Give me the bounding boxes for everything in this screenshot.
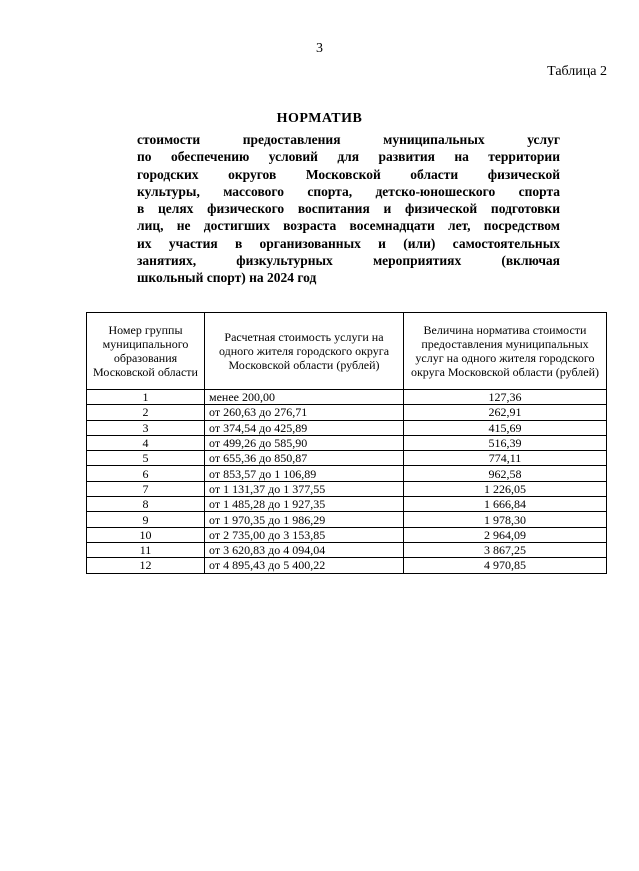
header-group-number: Номер группы муниципального образования Московской области	[87, 313, 205, 390]
cell-range: от 1 131,37 до 1 377,55	[205, 481, 404, 496]
subtitle-line: стоимости предоставления муниципальных услуг	[137, 132, 560, 147]
cell-range: от 655,36 до 850,87	[205, 451, 404, 466]
table-row	[87, 420, 607, 435]
cell-value: 1 978,30	[404, 512, 607, 527]
cell-value: 2 964,09	[404, 527, 607, 542]
cell-group: 1	[87, 390, 205, 405]
table-row	[87, 390, 607, 405]
table-header-row	[87, 313, 607, 390]
cell-group: 5	[87, 451, 205, 466]
cell-range: от 260,63 до 276,71	[205, 405, 404, 420]
subtitle-line: лиц, не достигших возраста восемнадцати лет, посредством	[137, 218, 560, 234]
cell-value: 415,69	[404, 420, 607, 435]
header-calculated-cost: Расчетная стоимость услуги на одного жителя городского округа Московской области (рублей)	[205, 313, 404, 390]
cell-group: 3	[87, 420, 205, 435]
table-row	[87, 405, 607, 420]
subtitle-line: школьный спорт) на 2024 год	[137, 270, 317, 286]
cell-group: 2	[87, 405, 205, 420]
table-row	[87, 558, 607, 573]
cell-value: 774,11	[404, 451, 607, 466]
table-row	[87, 542, 607, 557]
subtitle-line: по обеспечению условий для развития на территории	[137, 149, 560, 165]
cell-range: менее 200,00	[205, 390, 404, 405]
table-row	[87, 481, 607, 496]
cell-value: 127,36	[404, 390, 607, 405]
document-title: НОРМАТИВ	[276, 111, 363, 126]
cell-value: 962,58	[404, 466, 607, 481]
subtitle-line: их участия в организованных и (или) самостоятельных	[137, 235, 560, 251]
subtitle-line: в целях физического воспитания и физической подготовки	[137, 201, 560, 217]
table-label: Таблица 2	[547, 64, 607, 79]
cell-range: от 1 485,28 до 1 927,35	[205, 497, 404, 512]
subtitle-line: занятиях, физкультурных мероприятиях (включая	[137, 253, 560, 269]
cell-value: 1 226,05	[404, 481, 607, 496]
cell-range: от 499,26 до 585,90	[205, 435, 404, 450]
cell-range: от 853,57 до 1 106,89	[205, 466, 404, 481]
cell-range: от 374,54 до 425,89	[205, 420, 404, 435]
cell-value: 262,91	[404, 405, 607, 420]
cell-value: 3 867,25	[404, 542, 607, 557]
cell-range: от 4 895,43 до 5 400,22	[205, 558, 404, 573]
cell-group: 10	[87, 527, 205, 542]
cell-value: 4 970,85	[404, 558, 607, 573]
page-number: 3	[316, 41, 323, 56]
cell-group: 9	[87, 512, 205, 527]
cell-range: от 1 970,35 до 1 986,29	[205, 512, 404, 527]
table-row	[87, 451, 607, 466]
header-normative-value: Величина норматива стоимости предоставления муниципальных услуг на одного жителя городского округа Московской области (рублей)	[404, 313, 607, 390]
cell-group: 11	[87, 542, 205, 557]
table-row	[87, 512, 607, 527]
table-row	[87, 466, 607, 481]
cell-range: от 2 735,00 до 3 153,85	[205, 527, 404, 542]
subtitle-line: культуры, массового спорта, детско-юношеского спорта	[137, 183, 560, 199]
document-subtitle	[137, 131, 560, 287]
cell-group: 12	[87, 558, 205, 573]
table-row	[87, 497, 607, 512]
normative-table	[86, 312, 607, 574]
table-row	[87, 527, 607, 542]
cell-group: 8	[87, 497, 205, 512]
cell-group: 6	[87, 466, 205, 481]
cell-group: 4	[87, 435, 205, 450]
subtitle-line: городских округов Московской области физической	[137, 166, 560, 182]
cell-group: 7	[87, 481, 205, 496]
cell-value: 516,39	[404, 435, 607, 450]
table-row	[87, 435, 607, 450]
cell-range: от 3 620,83 до 4 094,04	[205, 542, 404, 557]
cell-value: 1 666,84	[404, 497, 607, 512]
